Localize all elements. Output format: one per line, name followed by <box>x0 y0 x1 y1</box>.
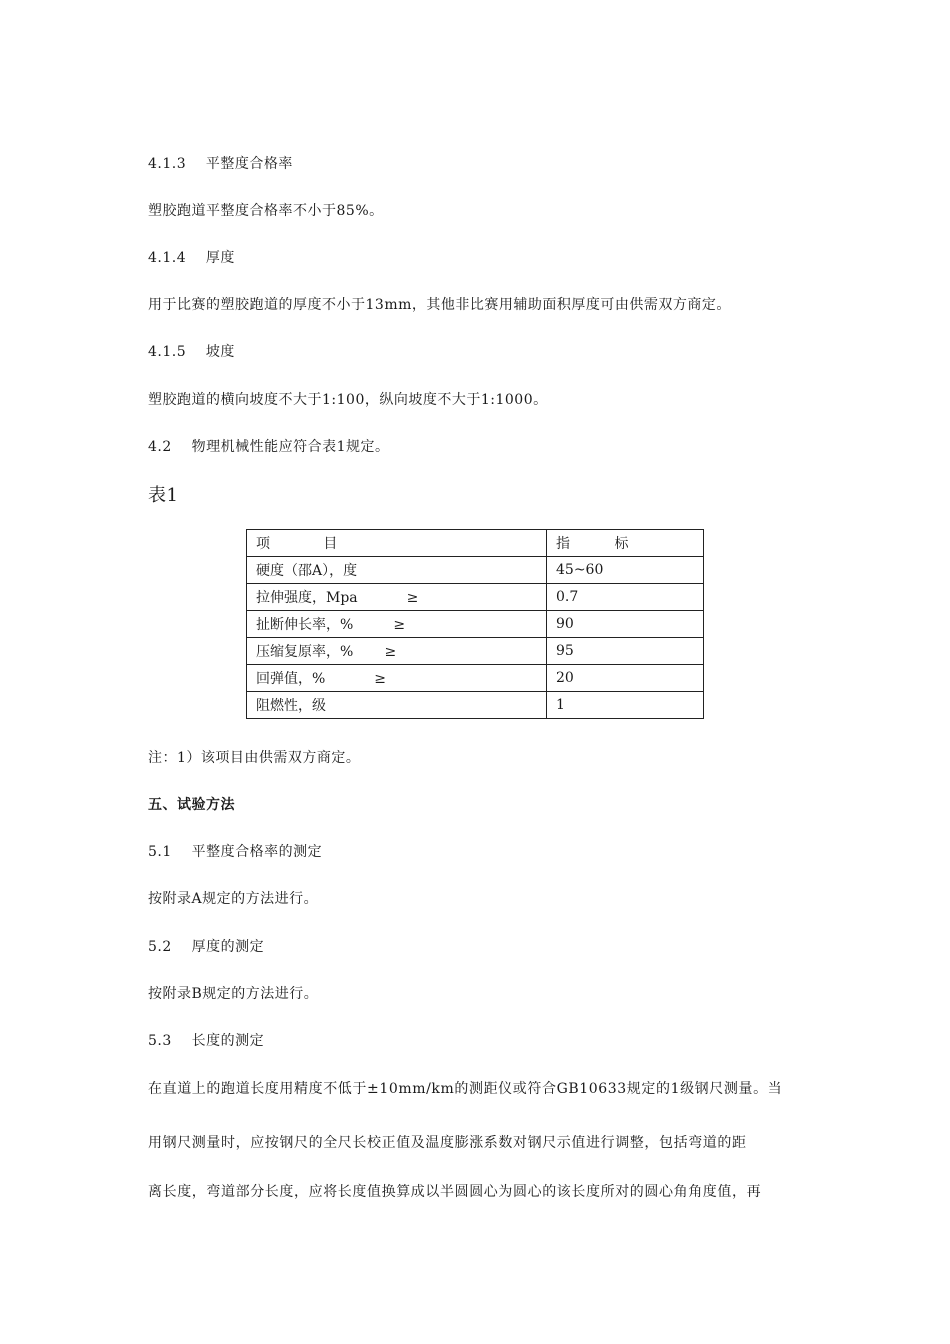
table-row <box>247 665 704 692</box>
section-4-2-title: 4.2 物理机械性能应符合表1规定。 <box>148 439 390 455</box>
table-header-item: 项 目 <box>247 530 547 557</box>
table-row <box>247 584 704 611</box>
section-5-3-text-line: 在直道上的跑道长度用精度不低于±10mm/km的测距仪或符合GB10633规定的1级钢尺测量。当 <box>148 1081 783 1097</box>
table-cell-item: 拉伸强度，Mpa ≥ <box>247 584 547 611</box>
section-5-3-text-line: 离长度，弯道部分长度，应将长度值换算成以半圆圆心为圆心的该长度所对的圆心角角度值，再 <box>148 1184 762 1200</box>
section-5-1-title: 5.1 平整度合格率的测定 <box>148 844 323 860</box>
table-cell-item: 阻燃性，级 <box>247 692 547 719</box>
table-cell-value: 0.7 <box>547 584 704 611</box>
section-5-2-title: 5.2 厚度的测定 <box>148 939 265 955</box>
section-5-1-text: 按附录A规定的方法进行。 <box>148 891 319 907</box>
table-cell-value: 45~60 <box>547 557 704 584</box>
section-4-1-4-title: 4.1.4 厚度 <box>148 250 235 266</box>
section-5-3-title: 5.3 长度的测定 <box>148 1033 265 1049</box>
table-note: 注：1）该项目由供需双方商定。 <box>148 750 361 766</box>
table-row <box>247 611 704 638</box>
table-caption: 表1 <box>148 485 179 506</box>
section-5-3-text-line: 用钢尺测量时，应按钢尺的全尺长校正值及温度膨涨系数对钢尺示值进行调整，包括弯道的距 <box>148 1135 747 1151</box>
chapter-5-heading: 五、试验方法 <box>148 797 235 813</box>
section-4-1-3-title: 4.1.3 平整度合格率 <box>148 156 293 172</box>
property-table <box>246 529 704 719</box>
table-row <box>247 638 704 665</box>
section-5-2-text: 按附录B规定的方法进行。 <box>148 986 319 1002</box>
table-cell-item: 扯断伸长率，% ≥ <box>247 611 547 638</box>
table-cell-value: 1 <box>547 692 704 719</box>
table-cell-value: 95 <box>547 638 704 665</box>
table-cell-item: 压缩复原率，% ≥ <box>247 638 547 665</box>
section-4-1-3-text: 塑胶跑道平整度合格率不小于85%。 <box>148 203 384 219</box>
table-cell-item: 回弹值，% ≥ <box>247 665 547 692</box>
table-cell-value: 90 <box>547 611 704 638</box>
section-4-1-5-text: 塑胶跑道的横向坡度不大于1:100，纵向坡度不大于1:1000。 <box>148 392 548 408</box>
section-4-1-5-title: 4.1.5 坡度 <box>148 344 235 360</box>
table-row <box>247 557 704 584</box>
table-row <box>247 692 704 719</box>
table-header-index: 指 标 <box>547 530 704 557</box>
table-cell-item: 硬度（邵A），度 <box>247 557 547 584</box>
section-4-1-4-text: 用于比赛的塑胶跑道的厚度不小于13mm，其他非比赛用辅助面积厚度可由供需双方商定。 <box>148 297 731 313</box>
table-header-row <box>247 530 704 557</box>
table-cell-value: 20 <box>547 665 704 692</box>
